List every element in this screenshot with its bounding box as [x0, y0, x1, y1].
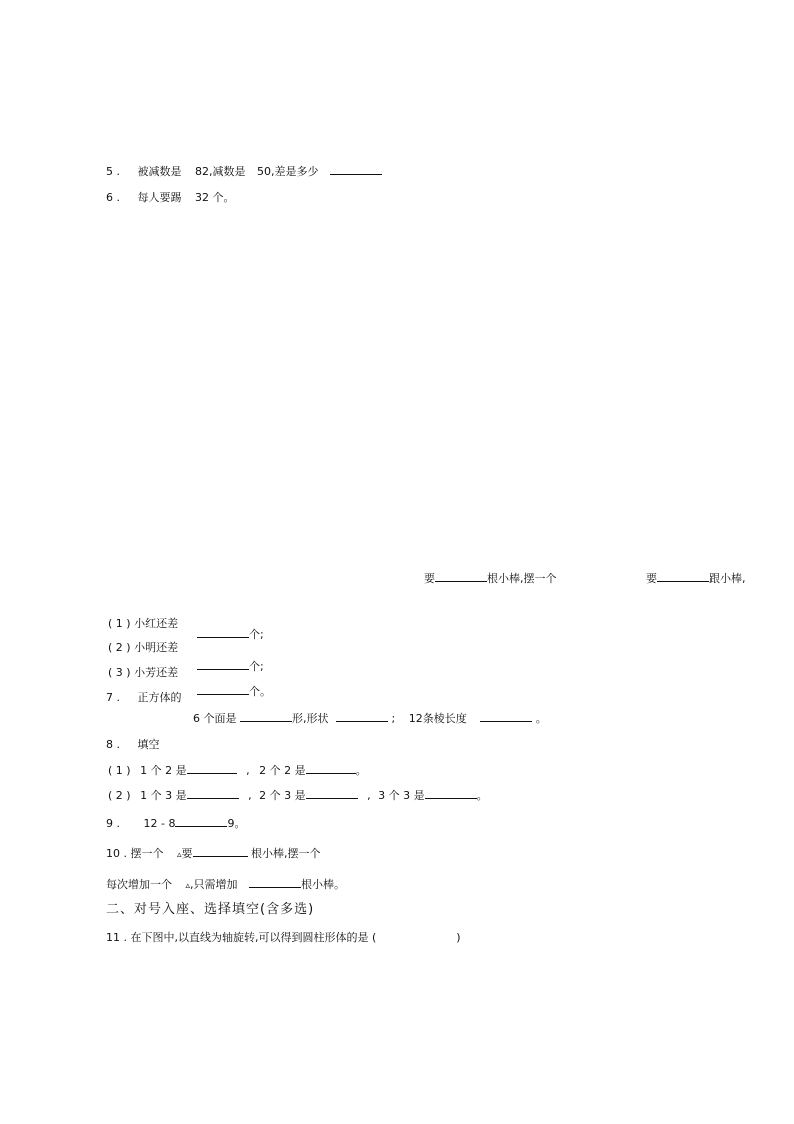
q5-number: 5 . — [106, 165, 120, 178]
question-9 — [106, 816, 245, 831]
section-2-heading: 二、对号入座、选择填空(含多选) — [106, 902, 315, 917]
question-11 — [106, 931, 461, 945]
q8-title: 填空 — [137, 738, 160, 751]
q10-blank-1[interactable] — [193, 846, 248, 857]
sub-item-1-blank[interactable] — [197, 627, 249, 638]
q6-text-2: 个。 — [212, 191, 235, 204]
q6-text-1: 每人要踢 — [137, 191, 182, 204]
sub-item-1-label: ( 1 ) 小红还差 — [108, 617, 179, 630]
sub-item-2-blank[interactable] — [197, 659, 249, 670]
fragment-line-2 — [646, 571, 746, 586]
q7-text-2: 个面是 — [203, 712, 237, 725]
q7-text-1: 正方体的 — [137, 691, 182, 704]
sub-item-3-blank[interactable] — [197, 684, 249, 695]
fragment-line — [424, 571, 557, 586]
q8-row-1-label: ( 1 ) — [108, 764, 131, 777]
q8-row-1-end: 。 — [355, 764, 367, 777]
q11-number: 11 . — [106, 931, 127, 944]
q10-line-2-a: 每次增加一个 — [106, 878, 172, 891]
q8-row-2-blank-b[interactable] — [306, 788, 358, 799]
q8-row-1-blank-b[interactable] — [306, 763, 356, 774]
q10-number: 10 . — [106, 847, 127, 860]
q8-row-2-blank-a[interactable] — [187, 788, 239, 799]
fragment-b1: 要 — [646, 572, 657, 585]
question-5 — [106, 164, 382, 179]
q5-answer-blank[interactable] — [330, 164, 382, 175]
question-7 — [106, 691, 182, 705]
q7-blank-1[interactable] — [240, 711, 292, 722]
sub-item-2-answer — [197, 659, 264, 674]
q10-text-1: 摆一个 — [130, 847, 164, 860]
q8-row-2-blank-c[interactable] — [425, 788, 477, 799]
q10-text-3: 根小棒,摆一个 — [251, 847, 321, 860]
q9-number: 9 . — [106, 817, 120, 830]
q6-count: 32 — [195, 191, 209, 204]
q5-text-2: ,减数是 — [209, 165, 246, 178]
sub-item-1-answer — [197, 627, 264, 642]
question-10 — [106, 846, 321, 862]
sub-item-3-answer — [197, 684, 271, 699]
triangle-icon: ▵ — [177, 850, 182, 860]
q10-blank-2[interactable] — [249, 877, 301, 888]
q8-row-2-label: ( 2 ) — [108, 789, 131, 802]
q10-line-2-b: ,只需增加 — [190, 878, 238, 891]
sub-item-3-tail: 个。 — [249, 685, 271, 698]
sub-item-2-label: ( 2 ) 小明还差 — [108, 641, 179, 654]
q7-number: 7 . — [106, 691, 120, 704]
q7-blank-2[interactable] — [336, 711, 388, 722]
q5-text-3: ,差是多少 — [271, 165, 319, 178]
q10-line-2-c: 根小棒。 — [301, 878, 346, 891]
q9-compare-blank[interactable] — [175, 816, 227, 827]
q8-row-1 — [108, 763, 367, 778]
q7-text-5: 条棱长度 — [422, 712, 467, 725]
q8-row-1-a: 1 个 2 是 — [140, 764, 187, 777]
sub-item-1-tail: 个; — [249, 628, 264, 641]
q7-text-3: 形,形状 — [292, 712, 329, 725]
fragment-blank-2[interactable] — [657, 571, 709, 582]
q11-close-paren: ) — [456, 931, 461, 944]
q9-expression: 12 - 8 — [143, 817, 176, 830]
question-7-line-2 — [193, 711, 547, 726]
question-10-line-2 — [106, 877, 345, 893]
q8-row-2-end: 。 — [476, 789, 488, 802]
fragment-blank-1[interactable] — [435, 571, 487, 582]
triangle-icon-2: ▵ — [185, 881, 191, 891]
q8-row-2-b: 2 个 3 是 — [259, 789, 306, 802]
q5-text-1: 被减数是 — [137, 165, 182, 178]
question-6 — [106, 191, 235, 205]
q11-open-paren: ( — [372, 931, 377, 944]
q7-text-6: 。 — [535, 712, 547, 725]
q10-text-2: 要 — [181, 847, 193, 860]
q8-row-2-sep-1: , — [248, 789, 252, 802]
fragment-a1: 要 — [424, 572, 435, 585]
q5-subtrahend: 50 — [257, 165, 271, 178]
q7-faces-count: 6 — [193, 712, 200, 725]
q8-number: 8 . — [106, 738, 120, 751]
q8-row-2 — [108, 788, 488, 803]
q11-text: 在下图中,以直线为轴旋转,可以得到圆柱形体的是 — [130, 931, 369, 944]
q7-edges-count: 12 — [408, 712, 423, 725]
fragment-b2: 跟小棒, — [709, 572, 746, 585]
q7-text-4: ; — [391, 712, 396, 725]
q9-end: 。 — [234, 817, 246, 830]
q8-row-1-blank-a[interactable] — [187, 763, 237, 774]
question-8 — [106, 738, 160, 752]
q8-row-1-b: 2 个 2 是 — [259, 764, 306, 777]
fragment-a2: 根小棒,摆一个 — [487, 572, 557, 585]
q9-value: 9 — [227, 817, 235, 830]
q8-row-1-sep: , — [246, 764, 250, 777]
q8-row-2-a: 1 个 3 是 — [140, 789, 187, 802]
q7-blank-3[interactable] — [480, 711, 532, 722]
q8-row-2-c: 3 个 3 是 — [378, 789, 425, 802]
sub-item-3-label: ( 3 ) 小芳还差 — [108, 666, 179, 679]
q6-number: 6 . — [106, 191, 120, 204]
q5-minuend: 82 — [195, 165, 209, 178]
sub-item-2-tail: 个; — [249, 660, 264, 673]
q8-row-2-sep-2: , — [367, 789, 371, 802]
